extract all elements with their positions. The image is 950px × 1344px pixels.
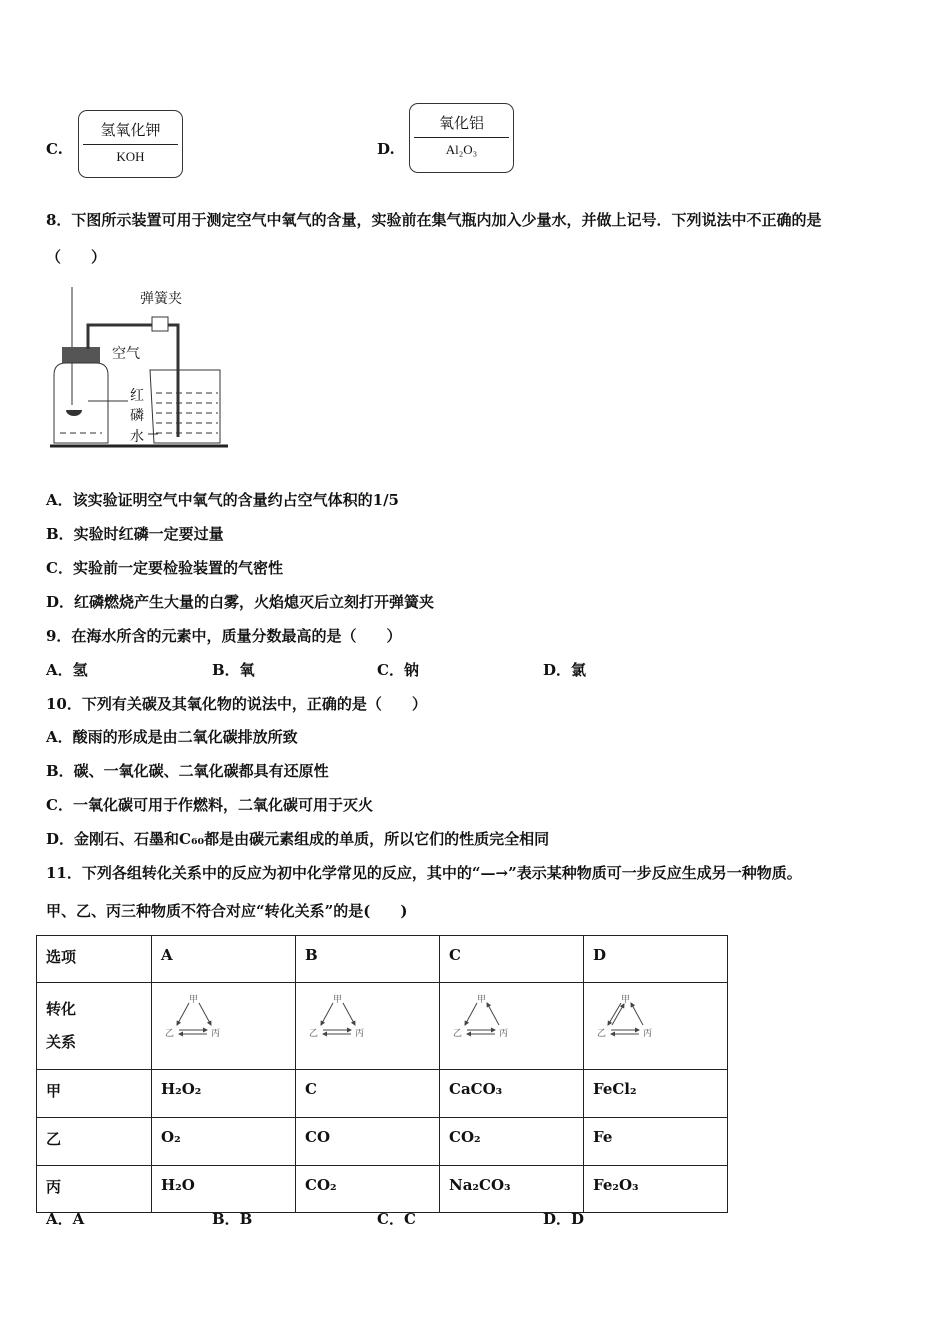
relation-label-2: 关系 <box>46 1033 77 1051</box>
q7-option-d-letter: D. <box>377 140 395 158</box>
q7-option-d-card <box>409 103 514 173</box>
cell: H₂O₂ <box>152 1070 296 1118</box>
label-air: 空气 <box>112 346 140 362</box>
cell: C <box>296 1070 440 1118</box>
cell: Na₂CO₃ <box>440 1166 584 1213</box>
conversion-triangle-icon <box>593 993 663 1041</box>
node-bing: 丙 <box>499 1029 509 1039</box>
q11-option-d[interactable]: D．D <box>543 1210 585 1228</box>
label-spring-clamp: 弹簧夹 <box>140 291 182 307</box>
node-jia: 甲 <box>477 995 487 1005</box>
table-header-row <box>37 936 728 983</box>
node-bing: 丙 <box>643 1029 653 1039</box>
card-formula: KOH <box>116 149 145 164</box>
q11-stem-line1: 11．下列各组转化关系中的反应为初中化学常见的反应，其中的“—→”表示某种物质可一步反应生成另一种物质。 <box>46 864 802 882</box>
q8-apparatus-diagram <box>40 285 240 450</box>
cell: Fe₂O₃ <box>584 1166 728 1213</box>
cell: O₂ <box>152 1118 296 1166</box>
conversion-triangle-icon <box>161 993 231 1041</box>
q8-stem: 8．下图所示装置可用于测定空气中氧气的含量，实验前在集气瓶内加入少量水，并做上记号．下列说法中不正确的是 <box>46 211 822 229</box>
table-row <box>37 1070 728 1118</box>
q9-stem: 9．在海水所含的元素中，质量分数最高的是（ ） <box>46 627 402 645</box>
q9-option-d[interactable]: D．氯 <box>543 661 587 679</box>
node-yi: 乙 <box>165 1029 175 1039</box>
cell: H₂O <box>152 1166 296 1213</box>
table-row <box>37 1166 728 1213</box>
node-jia: 甲 <box>333 995 343 1005</box>
relation-diagram-d <box>584 983 728 1070</box>
q9-option-b[interactable]: B．氧 <box>212 661 255 679</box>
header-cell: C <box>440 936 584 983</box>
node-jia: 甲 <box>621 995 631 1005</box>
node-jia: 甲 <box>189 995 199 1005</box>
cell: CO₂ <box>440 1118 584 1166</box>
q11-stem-line2: 甲、乙、丙三种物质不符合对应“转化关系”的是( ) <box>46 902 408 920</box>
row-label: 乙 <box>37 1118 152 1166</box>
node-bing: 丙 <box>211 1029 221 1039</box>
q7-option-c-letter: C. <box>46 140 63 158</box>
header-cell: B <box>296 936 440 983</box>
q8-option-b[interactable]: B．实验时红磷一定要过量 <box>46 525 224 543</box>
cell: Fe <box>584 1118 728 1166</box>
q10-stem: 10．下列有关碳及其氧化物的说法中，正确的是（ ） <box>46 695 427 713</box>
label-red-phosphorus-1: 红 <box>130 388 144 404</box>
q9-option-a[interactable]: A．氢 <box>46 661 88 679</box>
relation-label <box>37 983 152 1070</box>
header-cell: A <box>152 936 296 983</box>
cell: CaCO₃ <box>440 1070 584 1118</box>
relation-diagram-c <box>440 983 584 1070</box>
row-label: 丙 <box>37 1166 152 1213</box>
row-label: 甲 <box>37 1070 152 1118</box>
table-row <box>37 1118 728 1166</box>
q11-option-c[interactable]: C．C <box>377 1210 416 1228</box>
conversion-triangle-icon <box>305 993 375 1041</box>
q8-option-a[interactable]: A．该实验证明空气中氧气的含量约占空气体积的1/5 <box>46 491 399 509</box>
node-yi: 乙 <box>309 1029 319 1039</box>
cell: CO <box>296 1118 440 1166</box>
node-yi: 乙 <box>597 1029 607 1039</box>
q7-option-c-card <box>78 110 183 178</box>
q10-option-a[interactable]: A．酸雨的形成是由二氧化碳排放所致 <box>46 728 298 746</box>
q8-option-d[interactable]: D．红磷燃烧产生大量的白雾，火焰熄灭后立刻打开弹簧夹 <box>46 593 435 611</box>
card-name: 氢氧化钾 <box>100 121 161 139</box>
relation-diagram-a <box>152 983 296 1070</box>
q10-option-d[interactable]: D．金刚石、石墨和C₆₀都是由碳元素组成的单质，所以它们的性质完全相同 <box>46 830 550 848</box>
label-water: 水 <box>130 429 144 445</box>
label-red-phosphorus-2: 磷 <box>130 408 144 424</box>
q11-option-a[interactable]: A．A <box>46 1210 85 1228</box>
cell: FeCl₂ <box>584 1070 728 1118</box>
relation-label-1: 转化 <box>46 1000 77 1018</box>
header-cell: 选项 <box>37 936 152 983</box>
conversion-triangle-icon <box>449 993 519 1041</box>
q8-option-c[interactable]: C．实验前一定要检验装置的气密性 <box>46 559 283 577</box>
q9-option-c[interactable]: C．钠 <box>377 661 419 679</box>
q10-option-b[interactable]: B．碳、一氧化碳、二氧化碳都具有还原性 <box>46 762 329 780</box>
q10-option-c[interactable]: C．一氧化碳可用于作燃料，二氧化碳可用于灭火 <box>46 796 373 814</box>
q8-paren: （ ） <box>46 248 107 266</box>
relation-diagram-b <box>296 983 440 1070</box>
table-row-relation <box>37 983 728 1070</box>
card-formula: Al₂O₃ <box>445 142 478 157</box>
cell: CO₂ <box>296 1166 440 1213</box>
card-name: 氧化铝 <box>438 114 484 132</box>
node-yi: 乙 <box>453 1029 463 1039</box>
node-bing: 丙 <box>355 1029 365 1039</box>
q11-table <box>36 935 728 1213</box>
header-cell: D <box>584 936 728 983</box>
q11-option-b[interactable]: B．B <box>212 1210 253 1228</box>
